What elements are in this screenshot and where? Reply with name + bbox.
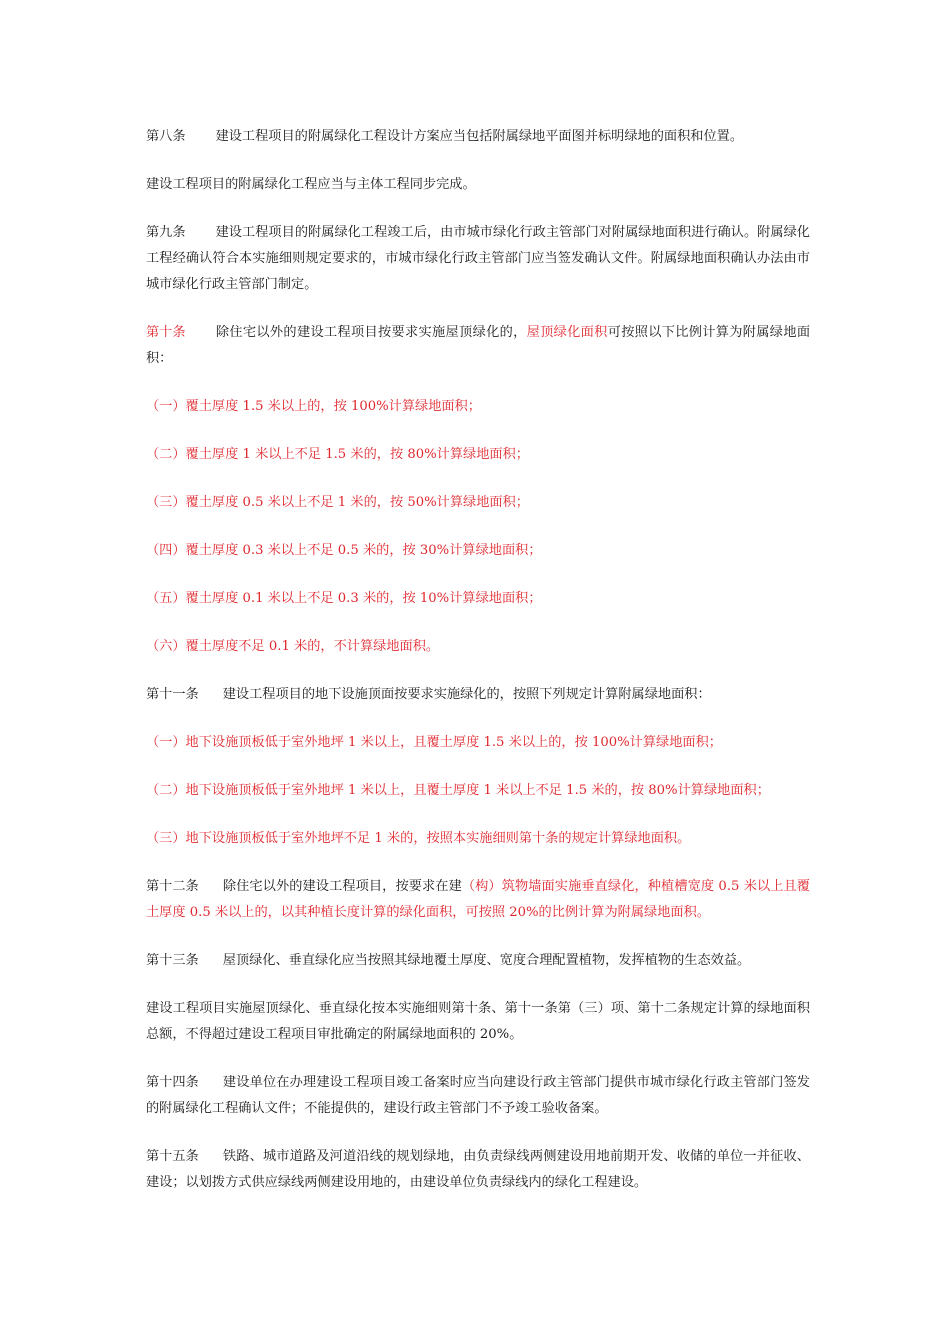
list-item-text: （五）覆土厚度 0.1 米以上不足 0.3 米的，按 10%计算绿地面积；	[146, 591, 542, 606]
article-text: 建设工程项目的地下设施顶面按要求实施绿化的，按照下列规定计算附属绿地面积：	[222, 687, 711, 702]
article-11-item-3	[146, 826, 810, 852]
list-item-text: （六）覆土厚度不足 0.1 米的，不计算绿地面积。	[146, 639, 440, 654]
article-14	[146, 1070, 810, 1122]
article-10-item-5	[146, 586, 810, 612]
article-10-item-6	[146, 634, 810, 660]
article-text: 屋顶绿化、垂直绿化应当按照其绿地覆土厚度、宽度合理配置植物，发挥植物的生态效益。	[222, 953, 751, 968]
article-number: 第八条	[146, 129, 186, 144]
list-item-text: （四）覆土厚度 0.3 米以上不足 0.5 米的，按 30%计算绿地面积；	[146, 543, 542, 558]
article-text: 除住宅以外的建设工程项目按要求实施屋顶绿化的，	[215, 325, 527, 340]
list-item-text: （三）地下设施顶板低于室外地坪不足 1 米的，按照本实施细则第十条的规定计算绿地面积。	[146, 831, 691, 846]
article-text-continued: 可按照以下比例计算为附属绿地面积：	[146, 325, 811, 366]
paragraph-text: 建设工程项目实施屋顶绿化、垂直绿化按本实施细则第十条、第十一条第（三）项、第十二条规定计算的绿地面积总额，不得超过建设工程项目审批确定的附属绿地面积的 20%。	[146, 1001, 810, 1042]
article-13	[146, 948, 810, 974]
article-number: 第十四条	[146, 1075, 199, 1090]
article-text: 除住宅以外的建设工程项目，按要求在建	[222, 879, 462, 894]
article-text: 建设工程项目的附属绿化工程竣工后，由市城市绿化行政主管部门对附属绿地面积进行确认。附属绿化工程经确认符合本实施细则规定要求的，市城市绿化行政主管部门应当签发确认文件。附属绿地面积确认办法由市城市绿化行政主管部门制定。	[146, 225, 810, 292]
article-text: 建设单位在办理建设工程项目竣工备案时应当向建设行政主管部门提供市城市绿化行政主管部门签发的附属绿化工程确认文件；不能提供的，建设行政主管部门不予竣工验收备案。	[146, 1075, 810, 1116]
list-item-text: （二）地下设施顶板低于室外地坪 1 米以上，且覆土厚度 1 米以上不足 1.5 米的，按 80%计算绿地面积；	[146, 783, 770, 798]
article-text: 建设工程项目的附属绿化工程设计方案应当包括附属绿地平面图并标明绿地的面积和位置。	[215, 129, 744, 144]
list-item-text: （二）覆土厚度 1 米以上不足 1.5 米的，按 80%计算绿地面积；	[146, 447, 529, 462]
article-15	[146, 1144, 810, 1196]
article-8-paragraph-2	[146, 172, 810, 198]
article-10-item-4	[146, 538, 810, 564]
list-item-text: （一）覆土厚度 1.5 米以上的，按 100%计算绿地面积；	[146, 399, 481, 414]
article-10-item-2	[146, 442, 810, 468]
article-number: 第九条	[146, 225, 186, 240]
article-10	[146, 320, 810, 372]
article-8	[146, 124, 810, 150]
article-9	[146, 220, 810, 298]
article-12	[146, 874, 810, 926]
article-11	[146, 682, 810, 708]
list-item-text: （三）覆土厚度 0.5 米以上不足 1 米的，按 50%计算绿地面积；	[146, 495, 529, 510]
document-page	[146, 124, 810, 1218]
article-10-item-1	[146, 394, 810, 420]
article-11-item-1	[146, 730, 810, 756]
article-number: 第十条	[146, 325, 186, 340]
article-number: 第十二条	[146, 879, 199, 894]
article-11-item-2	[146, 778, 810, 804]
highlighted-term: 屋顶绿化面积	[526, 325, 608, 340]
highlighted-text: （构）筑物墙面实施垂直绿化，种植槽宽度 0.5 米以上且覆土厚度 0.5 米以上的，以其种植长度计算的绿化面积，可按照 20%的比例计算为附属绿地面积。	[146, 879, 810, 920]
article-number: 第十一条	[146, 687, 199, 702]
article-text: 铁路、城市道路及河道沿线的规划绿地，由负责绿线两侧建设用地前期开发、收储的单位一并征收、建设；以划拨方式供应绿线两侧建设用地的，由建设单位负责绿线内的绿化工程建设。	[146, 1149, 810, 1190]
paragraph-text: 建设工程项目的附属绿化工程应当与主体工程同步完成。	[146, 177, 476, 192]
article-13-paragraph-2	[146, 996, 810, 1048]
article-10-item-3	[146, 490, 810, 516]
list-item-text: （一）地下设施顶板低于室外地坪 1 米以上，且覆土厚度 1.5 米以上的，按 100%计算绿地面积；	[146, 735, 722, 750]
article-number: 第十五条	[146, 1149, 199, 1164]
article-number: 第十三条	[146, 953, 199, 968]
